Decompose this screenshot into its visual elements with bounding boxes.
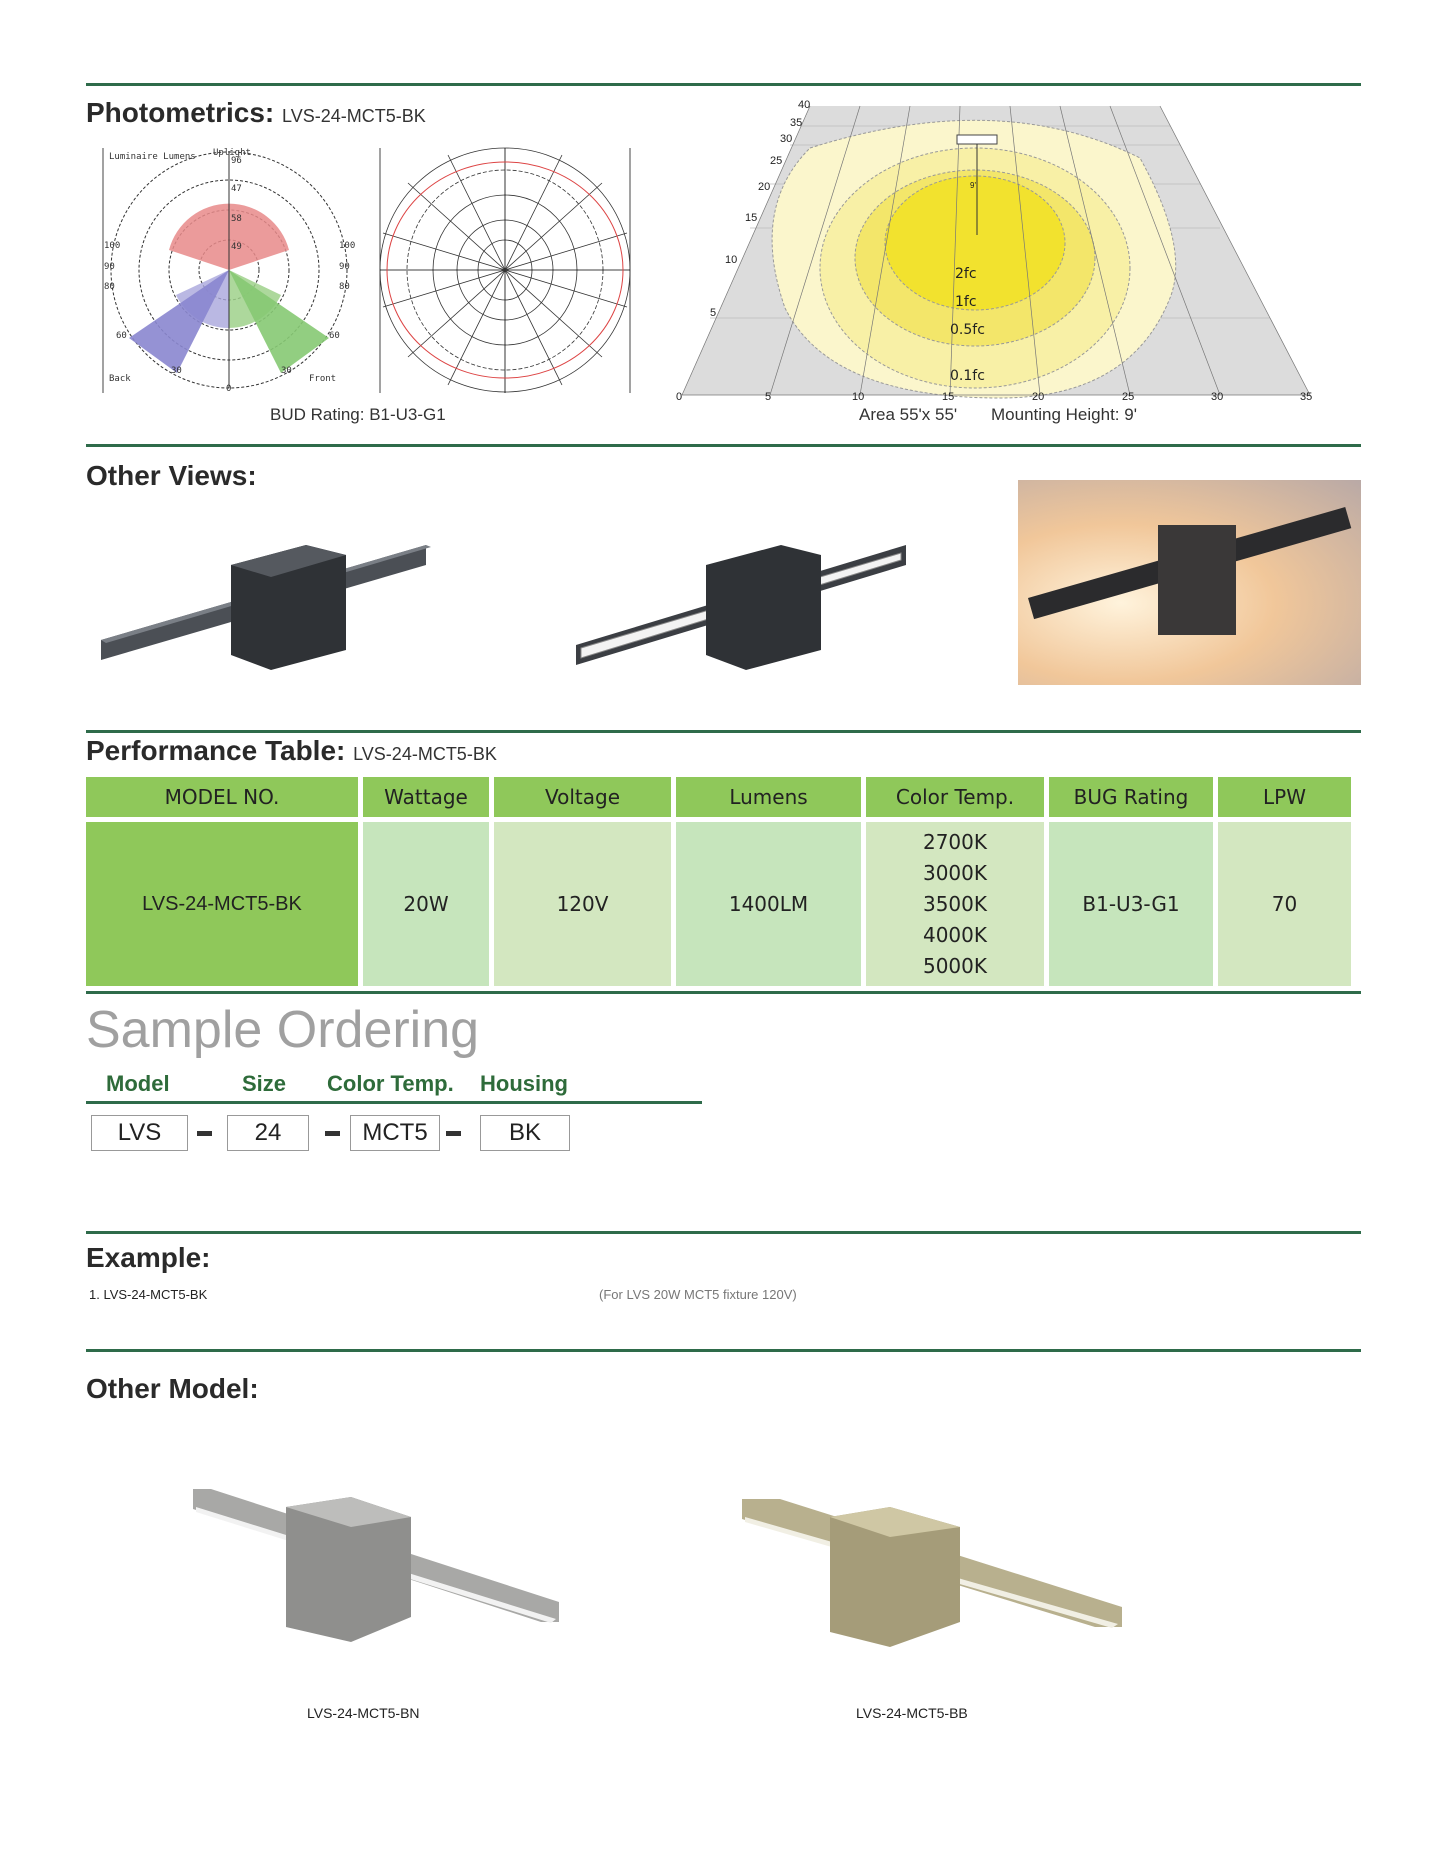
separator-dash (325, 1131, 340, 1136)
contour-label: 0.5fc (950, 322, 985, 338)
candela-distribution-chart (378, 143, 632, 395)
area-label: Area 55'x 55' (859, 405, 958, 424)
table-row (86, 822, 1351, 986)
section-divider (86, 991, 1361, 994)
ring-label: 47 (231, 184, 242, 194)
contour-label: 2fc (955, 266, 977, 282)
bud-rating: BUD Rating: B1-U3-G1 (270, 405, 446, 424)
ordering-box-model: LVS (91, 1115, 188, 1151)
ordering-label-color-temp: Color Temp. (327, 1071, 454, 1096)
photometrics-heading (86, 97, 426, 129)
luminaire-lumens-polar-chart (101, 143, 366, 395)
column-header: LPW (1218, 777, 1351, 822)
fixture-installed-photo (1018, 480, 1361, 685)
column-header: Color Temp. (866, 777, 1044, 822)
fixture-marker (957, 135, 997, 144)
angle-label: 90 (104, 262, 115, 272)
separator-dash (197, 1131, 212, 1136)
fixture-brushed-brass-image (740, 1497, 1125, 1662)
x-tick: 0 (676, 391, 683, 403)
contour-label: 1fc (955, 294, 977, 310)
cell-wattage: 20W (363, 822, 489, 986)
column-header: Wattage (363, 777, 489, 822)
angle-label: 80 (339, 282, 350, 292)
section-divider (86, 730, 1361, 733)
uplight-label: Uplight (213, 148, 251, 158)
front-label: Front (309, 374, 337, 384)
angle-label: 0 (226, 384, 232, 394)
ordering-box-housing: BK (480, 1115, 570, 1151)
performance-heading (86, 735, 497, 767)
sample-ordering-heading: Sample Ordering (86, 1001, 480, 1059)
example-heading: Example: (86, 1242, 211, 1273)
angle-label: 60 (116, 331, 127, 341)
separator-dash (446, 1131, 461, 1136)
y-tick: 35 (790, 117, 803, 129)
example-item: 1. LVS-24-MCT5-BK (89, 1287, 208, 1302)
angle-label: 60 (329, 331, 340, 341)
x-tick: 30 (1211, 391, 1224, 403)
fixture-mount (1158, 525, 1236, 635)
section-divider (86, 83, 1361, 86)
x-tick: 35 (1300, 391, 1313, 403)
ordering-box-size: 24 (227, 1115, 309, 1151)
angle-label: 90 (339, 262, 350, 272)
angle-label: 80 (104, 282, 115, 292)
table-header-row (86, 777, 1351, 822)
fixture-view-side-image (96, 525, 436, 675)
cell-color-temp (866, 822, 1044, 986)
angle-label: 30 (171, 366, 182, 376)
x-tick: 25 (1122, 391, 1135, 403)
y-tick: 30 (780, 133, 793, 145)
color-temp-value: 2700K (922, 829, 987, 854)
model-label: LVS-24-MCT5-BK (282, 106, 426, 126)
column-header: BUG Rating (1049, 777, 1213, 822)
x-tick: 10 (852, 391, 865, 403)
y-tick: 5 (710, 307, 717, 319)
section-divider (86, 1349, 1361, 1352)
x-tick: 5 (765, 391, 772, 403)
back-label: Back (109, 374, 131, 384)
y-tick: 40 (798, 99, 811, 111)
other-model-caption: LVS-24-MCT5-BN (307, 1705, 420, 1721)
other-views-heading: Other Views: (86, 460, 257, 491)
color-temp-value: 3000K (922, 860, 987, 885)
y-tick: 20 (758, 181, 771, 193)
other-model-caption: LVS-24-MCT5-BB (856, 1705, 968, 1721)
y-tick: 25 (770, 155, 783, 167)
ordering-label-housing: Housing (480, 1071, 568, 1096)
cell-model: LVS-24-MCT5-BK (86, 822, 358, 986)
other-model-heading: Other Model: (86, 1373, 259, 1404)
y-tick: 15 (745, 212, 758, 224)
x-tick: 15 (942, 391, 955, 403)
example-note: (For LVS 20W MCT5 fixture 120V) (599, 1287, 797, 1302)
height-mark: 9' (970, 181, 976, 190)
contour-label: 0.1fc (950, 368, 985, 384)
y-tick: 10 (725, 254, 738, 266)
color-temp-value: 5000K (922, 953, 987, 978)
color-temp-value: 3500K (922, 891, 987, 916)
cell-lpw: 70 (1218, 822, 1351, 986)
column-header: Voltage (494, 777, 671, 822)
polar-title: Luminaire Lumens (109, 152, 196, 162)
ordering-underline (86, 1101, 702, 1104)
section-divider (86, 1231, 1361, 1234)
fixture-brushed-nickel-image (191, 1487, 561, 1657)
ring-label: 49 (231, 242, 242, 252)
section-title: Performance Table: (86, 735, 346, 766)
section-title: Photometrics: (86, 97, 275, 128)
color-temp-value: 4000K (922, 922, 987, 947)
section-divider (86, 444, 1361, 447)
ring-label: 58 (231, 214, 242, 224)
ordering-label-size: Size (242, 1071, 287, 1096)
cell-bug-rating: B1-U3-G1 (1049, 822, 1213, 986)
x-tick: 20 (1032, 391, 1045, 403)
fixture-view-lens-image (571, 520, 911, 675)
mounting-height-label: Mounting Height: 9' (991, 405, 1137, 424)
angle-label: 100 (339, 241, 356, 251)
angle-label: 100 (104, 241, 121, 251)
cell-voltage: 120V (494, 822, 671, 986)
ordering-box-color-temp: MCT5 (350, 1115, 440, 1151)
model-label: LVS-24-MCT5-BK (353, 744, 497, 764)
angle-label: 30 (281, 366, 292, 376)
column-header: Lumens (676, 777, 861, 822)
isofootcandle-plot (670, 98, 1315, 403)
performance-table (81, 777, 1356, 986)
cell-lumens: 1400LM (676, 822, 861, 986)
ring-label: 96 (231, 156, 242, 166)
ordering-label-model: Model (106, 1071, 170, 1096)
column-header: MODEL NO. (86, 777, 358, 822)
